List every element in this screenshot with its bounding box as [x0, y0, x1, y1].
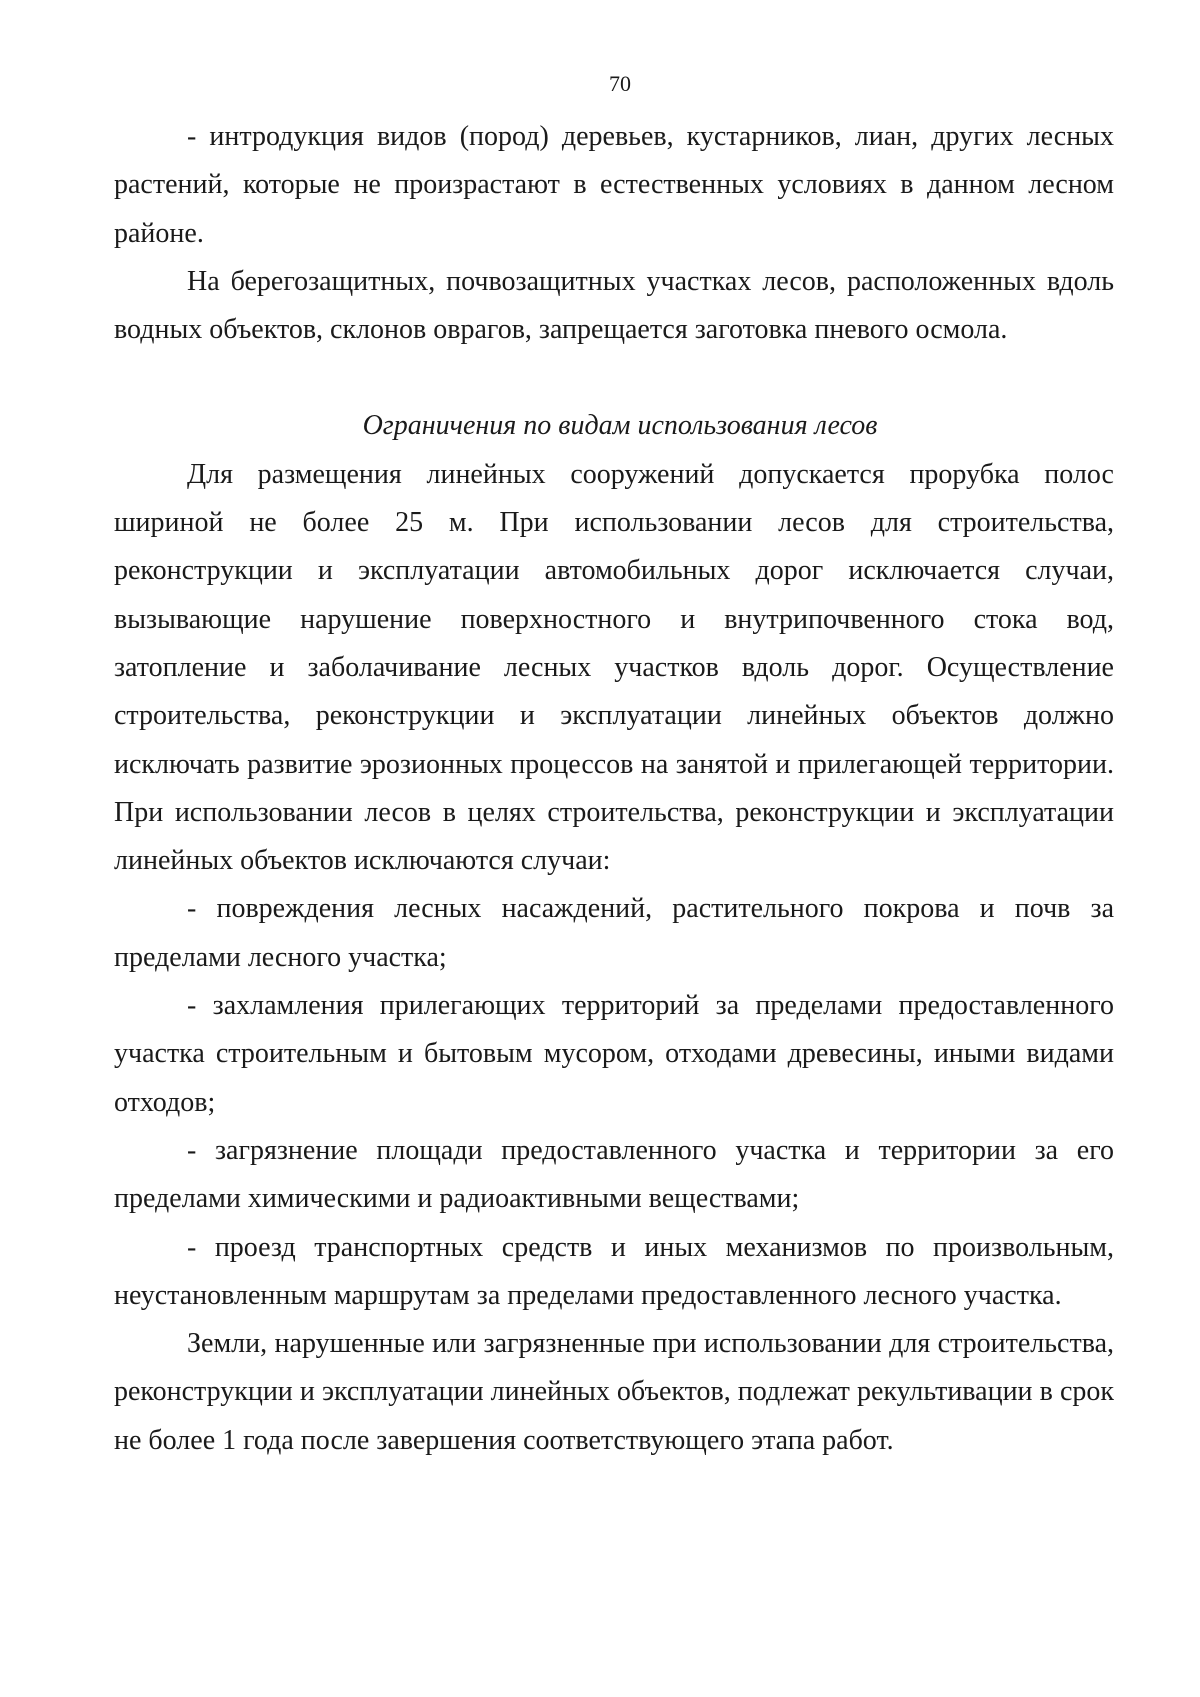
paragraph-land-reclamation: Земли, нарушенные или загрязненные при использовании для строительства, реконструкции и эксплуатации линейных объектов, подлежат рекультивации в срок не более 1 года после завершения соответствующего этапа работ.	[114, 1328, 1114, 1456]
page-number: 70	[609, 71, 631, 96]
list-item-pollution: - загрязнение площади предоставленного участка и территории за его пределами химическими и радиоактивными веществами;	[114, 1134, 1114, 1215]
paragraph-shore-protection: На берегозащитных, почвозащитных участках лесов, расположенных вдоль водных объектов, склонов оврагов, запрещается заготовка пневого осмола.	[114, 265, 1114, 346]
document-body	[114, 113, 1114, 1465]
list-item-vehicle-passage: - проезд транспортных средств и иных механизмов по произвольным, неустановленным маршрутам за пределами предоставленного лесного участка.	[114, 1231, 1114, 1311]
list-item-littering: - захламления прилегающих территорий за пределами предоставленного участка строительным и бытовым мусором, отходами древесины, иными видами отходов;	[114, 990, 1114, 1118]
section-heading: Ограничения по видам использования лесов	[362, 410, 878, 442]
list-item-damage: - повреждения лесных насаждений, растительного покрова и почв за пределами лесного участка;	[114, 893, 1114, 973]
paragraph-linear-structures: Для размещения линейных сооружений допускается прорубка полос шириной не более 25 м. При использовании лесов для строительства, реконструкции и эксплуатации автомобильных дорог исключается случаи, вызывающие нарушение поверхностного и внутрипочвенного стока вод, затопление и заболачивание лесных участков вдоль дорог. Осуществление строительства, реконструкции и эксплуатации линейных объектов должно исключать развитие эрозионных процессов на занятой и прилегающей территории. При использовании лесов в целях строительства, реконструкции и эксплуатации линейных объектов исключаются случаи:	[114, 458, 1114, 877]
paragraph-introduction-species: - интродукция видов (пород) деревьев, кустарников, лиан, других лесных растений, которые не произрастают в естественных условиях в данном лесном районе.	[114, 121, 1114, 249]
